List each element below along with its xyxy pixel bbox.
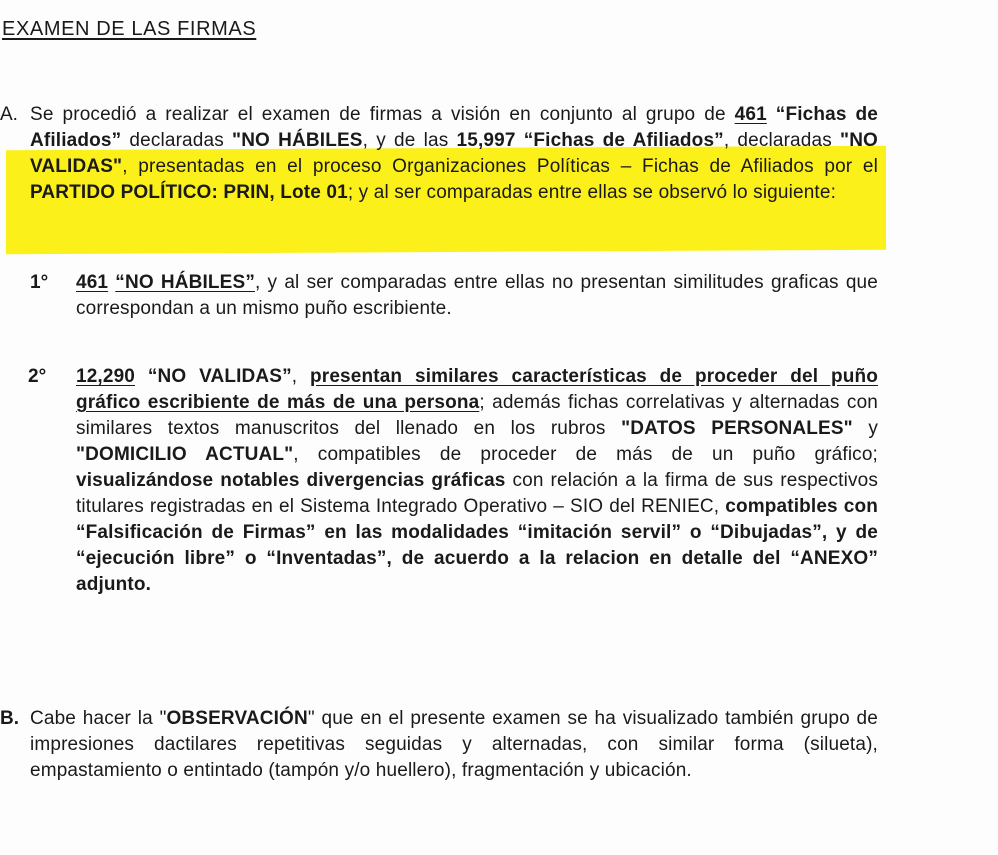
text-run: , y de las — [362, 130, 457, 151]
text-run: , — [291, 366, 311, 387]
text-run — [135, 366, 148, 387]
text-run: ; y al ser comparadas entre ellas se observó lo siguiente: — [347, 182, 836, 203]
text-run: con relación a la firma de sus respectivos titulares registradas en el Sistema Integrado Operativo – SIO del RENIEC, — [76, 470, 878, 517]
text-run: , compatibles de proceder de más de un puño gráfico; — [293, 444, 878, 465]
text-run: “NO HÁBILES” — [115, 272, 255, 293]
text-run: 461 — [734, 104, 767, 125]
text-run: , y al ser comparadas entre ellas no presentan similitudes graficas que correspondan a un mismo puño escribiente. — [76, 272, 878, 319]
section-b-marker: B. — [0, 708, 19, 729]
text-run: “NO VALIDAS” — [147, 366, 292, 387]
text-run: 15,997 “Fichas de Afiliados” — [456, 130, 724, 151]
text-run: visualizándose notables divergencias gráficas — [76, 470, 506, 491]
item-2-marker: 2° — [28, 366, 47, 387]
text-run — [767, 104, 776, 125]
text-run: " que en el presente examen se ha visualizado también grupo de impresiones dactilares repetitivas seguidas y alternadas, con similar forma (silueta), empastamiento o entintado (tampón y/o huellero), fragmentación y ubicación. — [30, 708, 878, 781]
text-run: "NO HÁBILES — [232, 130, 363, 151]
text-run: Se procedió a realizar el examen de firmas a visión en conjunto al grupo de — [30, 104, 735, 125]
item-1-marker: 1° — [30, 272, 49, 293]
text-run: ; además fichas correlativas y alternadas con similares textos manuscritos del llenado en los rubros — [76, 392, 878, 439]
text-run: 12,290 — [76, 366, 136, 387]
text-run: “Fichas de Afiliados” — [30, 104, 878, 151]
text-run: y — [852, 418, 878, 439]
item-2-paragraph — [76, 364, 878, 598]
text-run: OBSERVACIÓN — [166, 708, 308, 729]
text-run: compatibles con “Falsificación de Firmas” en las modalidades “imitación servil” o “Dibujadas”, y de “ejecución libre” o “Inventadas”, de acuerdo a la relacion en detalle del “ANEXO” adjunto. — [76, 496, 879, 595]
text-run: "NO VALIDAS" — [30, 130, 878, 177]
document-heading: EXAMEN DE LAS FIRMAS — [2, 18, 257, 40]
text-run: declaradas — [121, 130, 233, 151]
text-run: "DATOS PERSONALES" — [621, 418, 853, 439]
text-run: presentan similares características de proceder del puño gráfico escribiente de más de una persona — [76, 366, 878, 413]
text-run: "DOMICILIO ACTUAL" — [76, 444, 294, 465]
item-1-paragraph — [76, 270, 878, 322]
text-run: 461 — [76, 272, 109, 293]
text-run: PARTIDO POLÍTICO: PRIN, Lote 01 — [30, 182, 348, 203]
section-b-paragraph — [30, 706, 878, 784]
section-a-paragraph — [30, 102, 878, 206]
text-run: Cabe hacer la " — [30, 708, 167, 729]
text-run: , presentadas en el proceso Organizaciones Políticas – Fichas de Afiliados por el — [122, 156, 878, 177]
section-a-marker: A. — [0, 104, 18, 125]
text-run: , declaradas — [723, 130, 841, 151]
